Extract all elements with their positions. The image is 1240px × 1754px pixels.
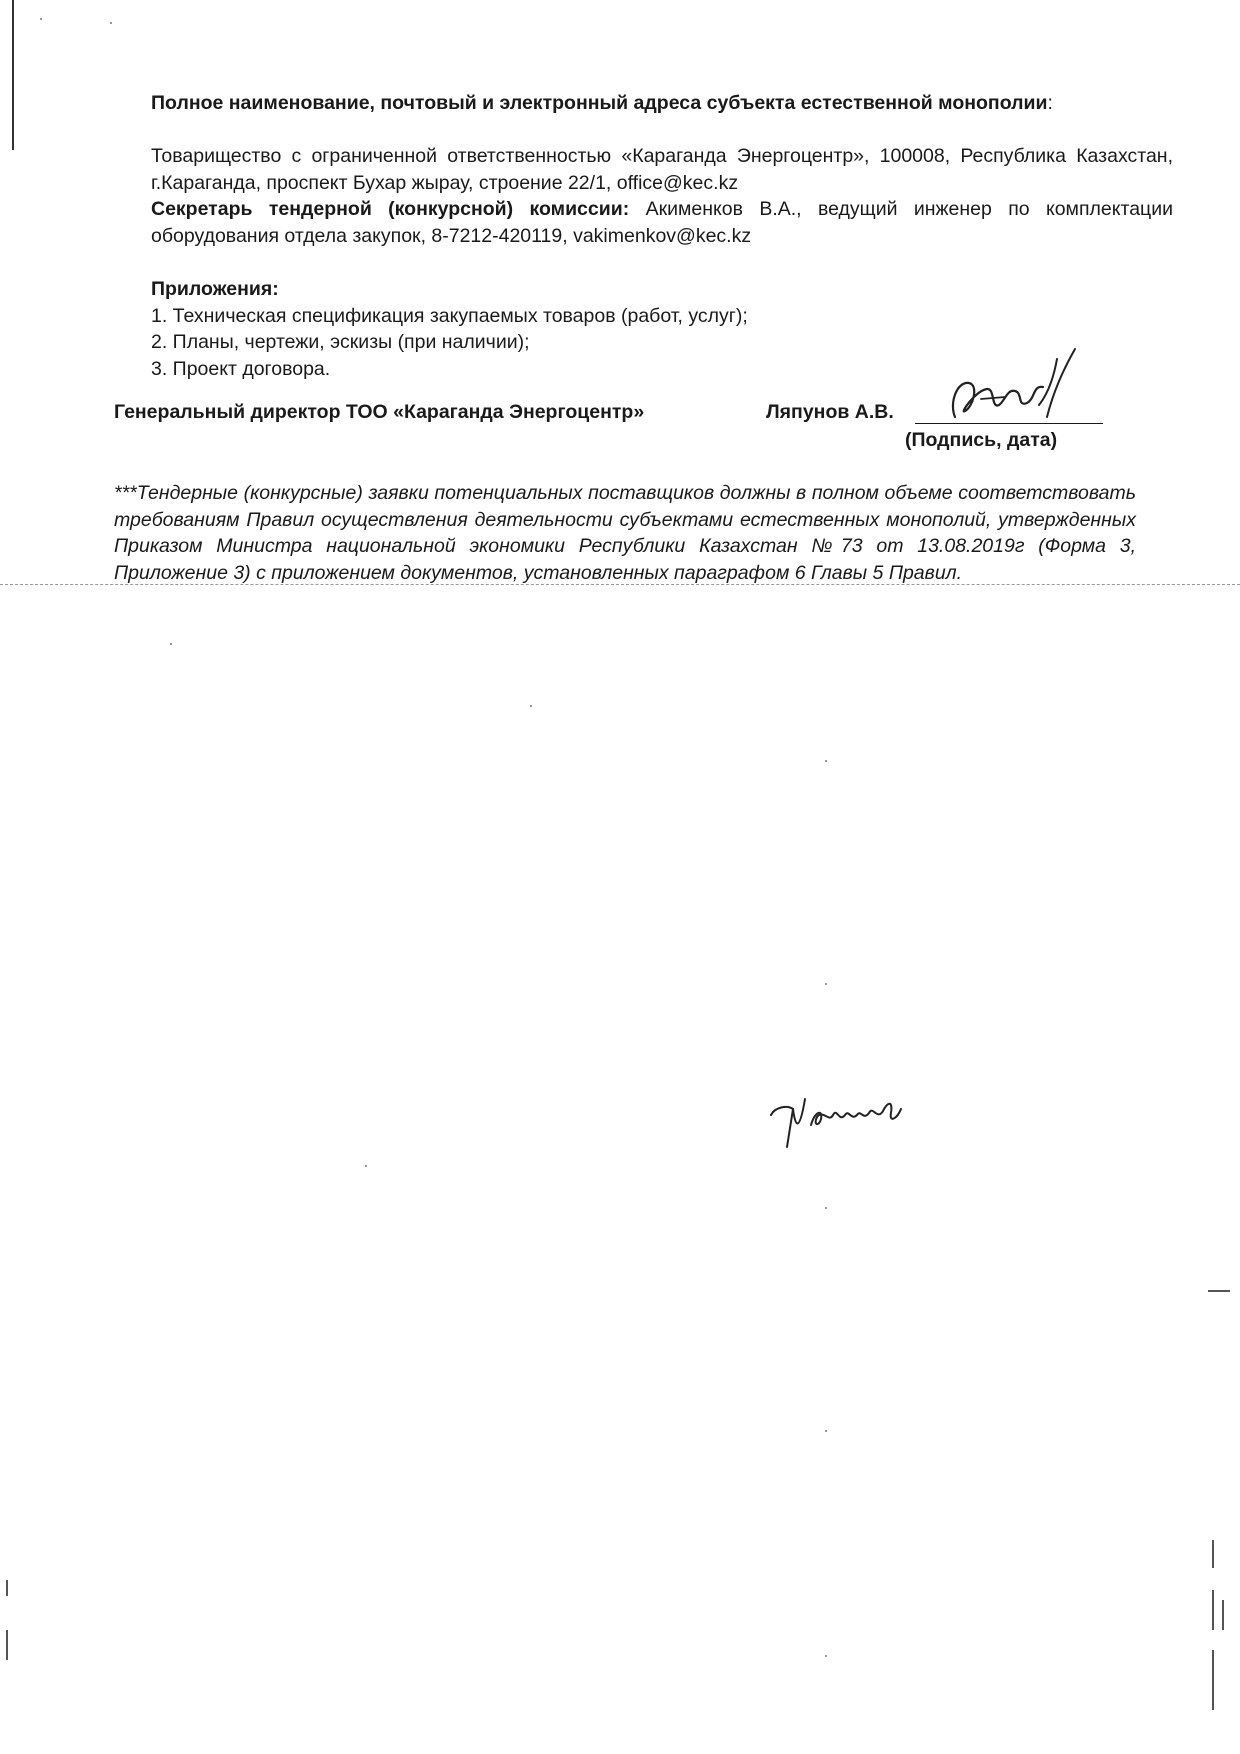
scan-edge-mark [1212, 1650, 1214, 1710]
scan-speck [825, 1207, 827, 1209]
entity-heading-colon: : [1047, 92, 1053, 114]
secretary-block [114, 196, 1173, 249]
scan-edge-mark [1208, 1290, 1230, 1292]
attachment-item-1: 1. Техническая спецификация закупаемых товаров (работ, услуг); [151, 304, 748, 327]
handwritten-signature [935, 345, 1105, 435]
scan-speck [365, 1165, 367, 1167]
scan-edge-mark [1212, 1540, 1214, 1568]
entity-block [114, 90, 1173, 117]
secretary-value: Акименков В.А., ведущий инженер по комплектации оборудования отдела закупок, 8-7212-420119, vakimenkov@kec.kz [151, 198, 1173, 247]
scan-speck [825, 1655, 827, 1657]
handwritten-initials [765, 1085, 925, 1155]
secretary-label: Секретарь тендерной (конкурсной) комиссии: [151, 198, 630, 220]
signatory-position: Генеральный директор ТОО «Караганда Энергоцентр» [114, 401, 645, 423]
scan-speck [825, 1430, 827, 1432]
attachment-item-3: 3. Проект договора. [151, 357, 331, 380]
scan-speck [825, 983, 827, 985]
scan-speck [110, 22, 112, 24]
scan-speck [40, 18, 42, 20]
scan-speck [530, 705, 532, 707]
entity-address [114, 143, 1173, 196]
entity-address-text: Товарищество с ограниченной ответственностью «Караганда Энергоцентр», 100008, Республика Казахстан, г.Караганда, проспект Бухар жырау, строение 22/1, office@kec.kz [151, 145, 1173, 194]
signatory-name: Ляпунов А.В. [766, 401, 894, 423]
scan-speck [170, 643, 172, 645]
scan-edge-mark [1222, 1600, 1224, 1630]
scan-edge-mark [1212, 1590, 1214, 1630]
scan-left-edge [12, 0, 14, 150]
attachments-title: Приложения: [151, 278, 279, 300]
entity-heading: Полное наименование, почтовый и электронный адреса субъекта естественной монополии [151, 92, 1048, 114]
footnote: ***Тендерные (конкурсные) заявки потенциальных поставщиков должны в полном объеме соответствовать требованиям Правил осуществления деятельности субъектами естественных монополий, утвержденных Приказом Министра национальной экономики Республики Казахстан №73 от 13.08.2019г (Форма 3, Приложение 3) с приложением документов, установленных параграфом 6 Главы 5 Правил. [114, 482, 1136, 584]
scan-edge-mark [6, 1580, 8, 1596]
signature-caption: (Подпись, дата) [905, 429, 1058, 451]
scan-speck [825, 760, 827, 762]
scan-edge-mark [6, 1630, 8, 1660]
attachment-item-2: 2. Планы, чертежи, эскизы (при наличии); [151, 331, 530, 353]
